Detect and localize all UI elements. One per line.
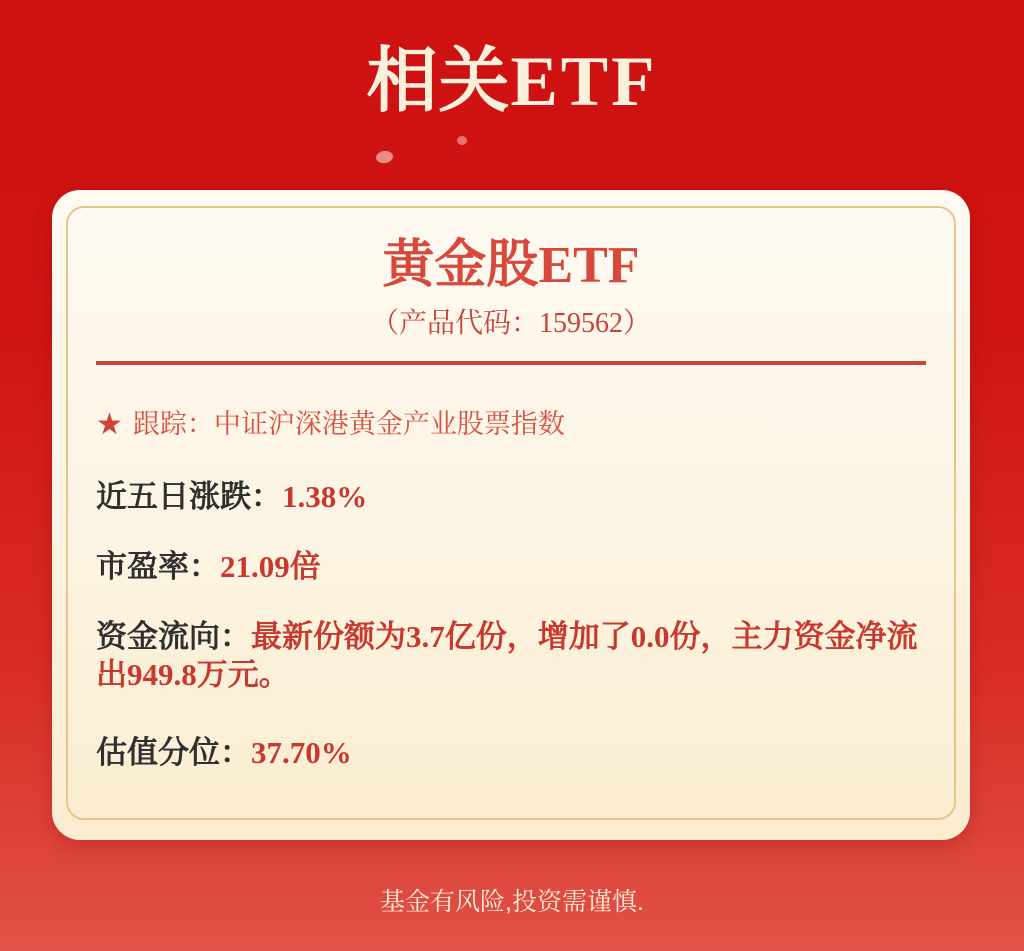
row-value: 37.70% [251, 735, 352, 770]
footer-disclaimer: 基金有风险,投资需谨慎. [380, 888, 644, 916]
decorative-dot [375, 150, 394, 164]
page-title-zh: 相关 [366, 42, 511, 121]
fund-name-zh: 黄金股 [382, 236, 539, 294]
row-fund-flow [96, 618, 926, 694]
card-content [52, 190, 970, 840]
row-label: 估值分位： [96, 735, 251, 770]
divider-line [96, 361, 926, 365]
fund-name [96, 234, 926, 297]
row-pe-ratio [96, 548, 926, 586]
row-label: 市盈率： [96, 549, 220, 584]
fund-name-latin: ETF [538, 237, 640, 294]
page-title [0, 38, 1024, 126]
row-label: 近五日涨跌： [96, 479, 282, 514]
row-label: 资金流向： [96, 619, 251, 654]
product-code: （产品代码：159562） [370, 308, 651, 339]
row-value: 1.38% [282, 479, 368, 514]
row-value: 21.09倍 [220, 549, 321, 584]
page-title-latin: ETF [510, 43, 658, 121]
tracking-row [96, 407, 926, 442]
tracking-text: 跟踪：中证沪深港黄金产业股票指数 [132, 409, 565, 439]
row-five-day-change [96, 478, 926, 516]
star-icon: ★ [96, 408, 123, 441]
etf-info-card [52, 190, 970, 840]
row-valuation-percentile [96, 734, 926, 772]
row-value: 最新份额为3.7亿份，增加了0.0份，主力资金净流出949.8万元。 [96, 619, 918, 692]
decorative-dot [457, 136, 467, 145]
